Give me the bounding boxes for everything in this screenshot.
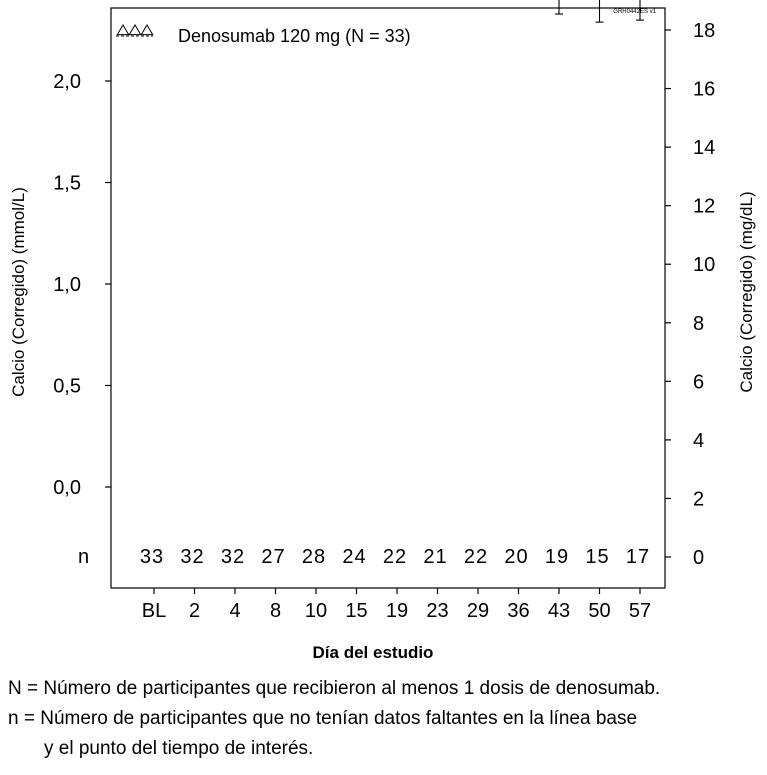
right-tick-label: 4 bbox=[693, 429, 705, 452]
right-tick-label: 12 bbox=[693, 195, 716, 218]
n-value: 19 bbox=[544, 546, 570, 568]
x-tick-label: 50 bbox=[588, 600, 611, 622]
figure-code: GRH0442ES v1 bbox=[613, 9, 656, 15]
y-axis-label-left: Calcio (Corregido) (mmol/L) bbox=[9, 187, 28, 397]
legend-triangle bbox=[117, 25, 128, 35]
x-tick-label: 8 bbox=[269, 600, 282, 622]
legend-triangle bbox=[129, 25, 140, 35]
footnote-n-total: N = Número de participantes que recibieron al menos 1 dosis de denosumab. bbox=[8, 678, 661, 699]
x-axis bbox=[142, 588, 651, 622]
n-value: 28 bbox=[301, 546, 327, 568]
right-tick-label: 10 bbox=[693, 254, 716, 277]
n-value: 27 bbox=[261, 546, 286, 568]
x-tick-label: 29 bbox=[466, 600, 490, 622]
n-value: 32 bbox=[180, 546, 205, 568]
x-tick-label: 19 bbox=[385, 600, 409, 622]
x-tick-label: 4 bbox=[229, 600, 241, 622]
x-tick-label: 10 bbox=[304, 600, 328, 622]
x-tick-label: 57 bbox=[628, 600, 652, 622]
x-tick-label: 15 bbox=[345, 600, 368, 622]
n-value: 24 bbox=[342, 546, 367, 568]
x-tick-label: BL bbox=[141, 600, 167, 622]
n-values-row bbox=[140, 546, 650, 568]
left-tick-label: 2,0 bbox=[53, 71, 81, 93]
right-tick-label: 18 bbox=[693, 20, 716, 42]
right-tick-label: 8 bbox=[693, 312, 705, 335]
legend-triangle-icon bbox=[116, 25, 153, 36]
x-tick-label: 36 bbox=[507, 600, 530, 622]
footnote-n-subset: n = Número de participantes que no tenían datos faltantes en la línea base bbox=[8, 708, 638, 729]
legend bbox=[116, 25, 411, 46]
right-y-axis bbox=[665, 20, 715, 569]
footnote-n-subset-continued: y el punto del tiempo de interés. bbox=[44, 738, 314, 759]
n-row-label: n bbox=[77, 546, 91, 568]
right-tick-label: 6 bbox=[693, 371, 705, 394]
x-axis-label: Día del estudio bbox=[312, 643, 434, 662]
left-tick-label: 0,5 bbox=[53, 375, 81, 398]
n-value: 15 bbox=[585, 546, 610, 568]
n-value: 17 bbox=[625, 546, 651, 568]
n-value: 22 bbox=[463, 546, 489, 568]
x-tick-label: 2 bbox=[188, 600, 201, 622]
right-tick-label: 16 bbox=[693, 78, 716, 101]
left-tick-label: 1,5 bbox=[53, 172, 81, 195]
right-tick-label: 2 bbox=[693, 488, 705, 511]
left-tick-label: 1,0 bbox=[53, 274, 81, 296]
n-value: 21 bbox=[423, 546, 448, 568]
y-axis-label-right: Calcio (Corregido) (mg/dL) bbox=[737, 191, 756, 393]
left-y-axis bbox=[53, 0, 111, 499]
n-value: 20 bbox=[504, 546, 529, 568]
n-value: 32 bbox=[220, 546, 246, 568]
n-value: 22 bbox=[382, 546, 408, 568]
x-tick-label: 23 bbox=[426, 600, 449, 622]
x-tick-label: 43 bbox=[547, 600, 571, 622]
error-bars bbox=[150, 0, 644, 22]
legend-label: Denosumab 120 mg (N = 33) bbox=[178, 26, 411, 46]
legend-triangle bbox=[141, 25, 152, 35]
plot-frame bbox=[111, 8, 665, 588]
n-value: 33 bbox=[139, 546, 165, 568]
right-tick-label: 14 bbox=[693, 137, 716, 160]
footnotes bbox=[8, 674, 763, 764]
right-tick-label: 0 bbox=[693, 547, 705, 569]
left-tick-label: 0,0 bbox=[53, 477, 81, 499]
